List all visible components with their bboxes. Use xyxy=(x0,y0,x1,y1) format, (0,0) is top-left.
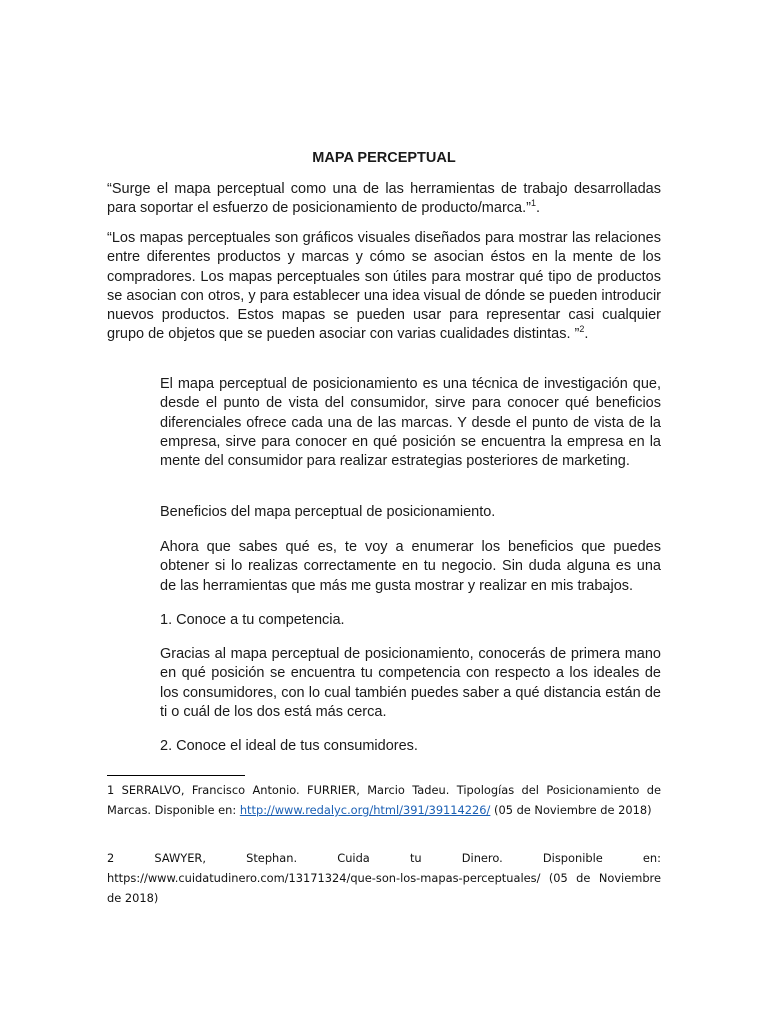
footnote-1 xyxy=(107,780,661,820)
paragraph-text: “Surge el mapa perceptual como una de las herramientas de trabajo desarrolladas para soportar el esfuerzo de posicionamiento de producto/marca.” xyxy=(107,181,661,217)
footnote-1-text: 1 SERRALVO, Francisco Antonio. FURRIER, Marcio Tadeu. Tipologías del Posicionamiento de Marcas. Disponible en: xyxy=(107,783,661,817)
list-item-ideal: 2. Conoce el ideal de tus consumidores. xyxy=(160,738,418,754)
footnote-ref-2[interactable]: 2 xyxy=(579,324,585,335)
footnote-ref-1[interactable]: 1 xyxy=(530,198,536,209)
footnote-2 xyxy=(107,848,661,908)
footnote-2-word: Disponible xyxy=(542,851,603,865)
paragraph-definition-quote xyxy=(107,229,661,345)
paragraph-intro-quote xyxy=(107,180,661,219)
footnote-2-word: tu xyxy=(409,851,422,865)
paragraph-text: “Los mapas perceptuales son gráficos visuales diseñados para mostrar las relaciones entre diferentes productos y marcas y cómo se asocian éstos en la mente de los compradores. Los mapas perceptuales son útiles para mostrar qué tipo de productos se asocian con otros, y para establecer una idea visual de dónde se pueden introducir nuevos productos. Estos mapas se pueden usar para representar casi cualquier grupo de objetos que se pueden asociar con varias cualidades distintas. ” xyxy=(107,230,661,343)
footnote-1-link[interactable]: http://www.redalyc.org/html/391/39114226/ xyxy=(239,803,491,817)
footnote-2-word: en: xyxy=(642,851,661,865)
list-item-competencia: 1. Conoce a tu competencia. xyxy=(160,612,345,628)
page-title: MAPA PERCEPTUAL xyxy=(312,150,456,166)
footnote-2-first-line xyxy=(107,848,661,868)
paragraph-end: . xyxy=(535,200,541,217)
footnote-2-word: Dinero. xyxy=(461,851,503,865)
paragraph-benefits-intro: Ahora que sabes qué es, te voy a enumerar los beneficios que puedes obtener si lo realizas correctamente en tu negocio. Sin duda alguna es una de las herramientas que más me gusta mostrar y realizar en mis trabajos. xyxy=(160,539,661,594)
paragraph-technique: El mapa perceptual de posicionamiento es una técnica de investigación que, desde el punto de vista del consumidor, sirve para conocer qué beneficios diferenciales ofrece cada una de las marcas. Y desde el punto de vista de la empresa, sirve para conocer en qué posición se encuentra la empresa en la mente del consumidor para realizar estrategias posteriores de marketing. xyxy=(160,376,661,470)
paragraph-benefits-heading: Beneficios del mapa perceptual de posicionamiento. xyxy=(160,504,496,520)
footnote-2-word: Cuida xyxy=(337,851,370,865)
footnote-separator xyxy=(107,775,245,776)
paragraph-competencia: Gracias al mapa perceptual de posicionamiento, conocerás de primera mano en qué posición se encuentra tu competencia con respecto a los ideales de los consumidores, con lo cual también puedes saber a qué distancia están de ti o cuál de los dos está más cerca. xyxy=(160,646,661,720)
footnote-2-word: 2 xyxy=(107,851,115,865)
footnote-2-word: SAWYER, xyxy=(154,851,206,865)
footnote-2-word: Stephan. xyxy=(246,851,298,865)
footnote-1-date: (05 de Noviembre de 2018) xyxy=(490,803,652,817)
paragraph-end: . xyxy=(584,326,589,343)
footnote-2-rest: https://www.cuidatudinero.com/13171324/que-son-los-mapas-perceptuales/ (05 de Noviembre de 2018) xyxy=(107,871,661,905)
